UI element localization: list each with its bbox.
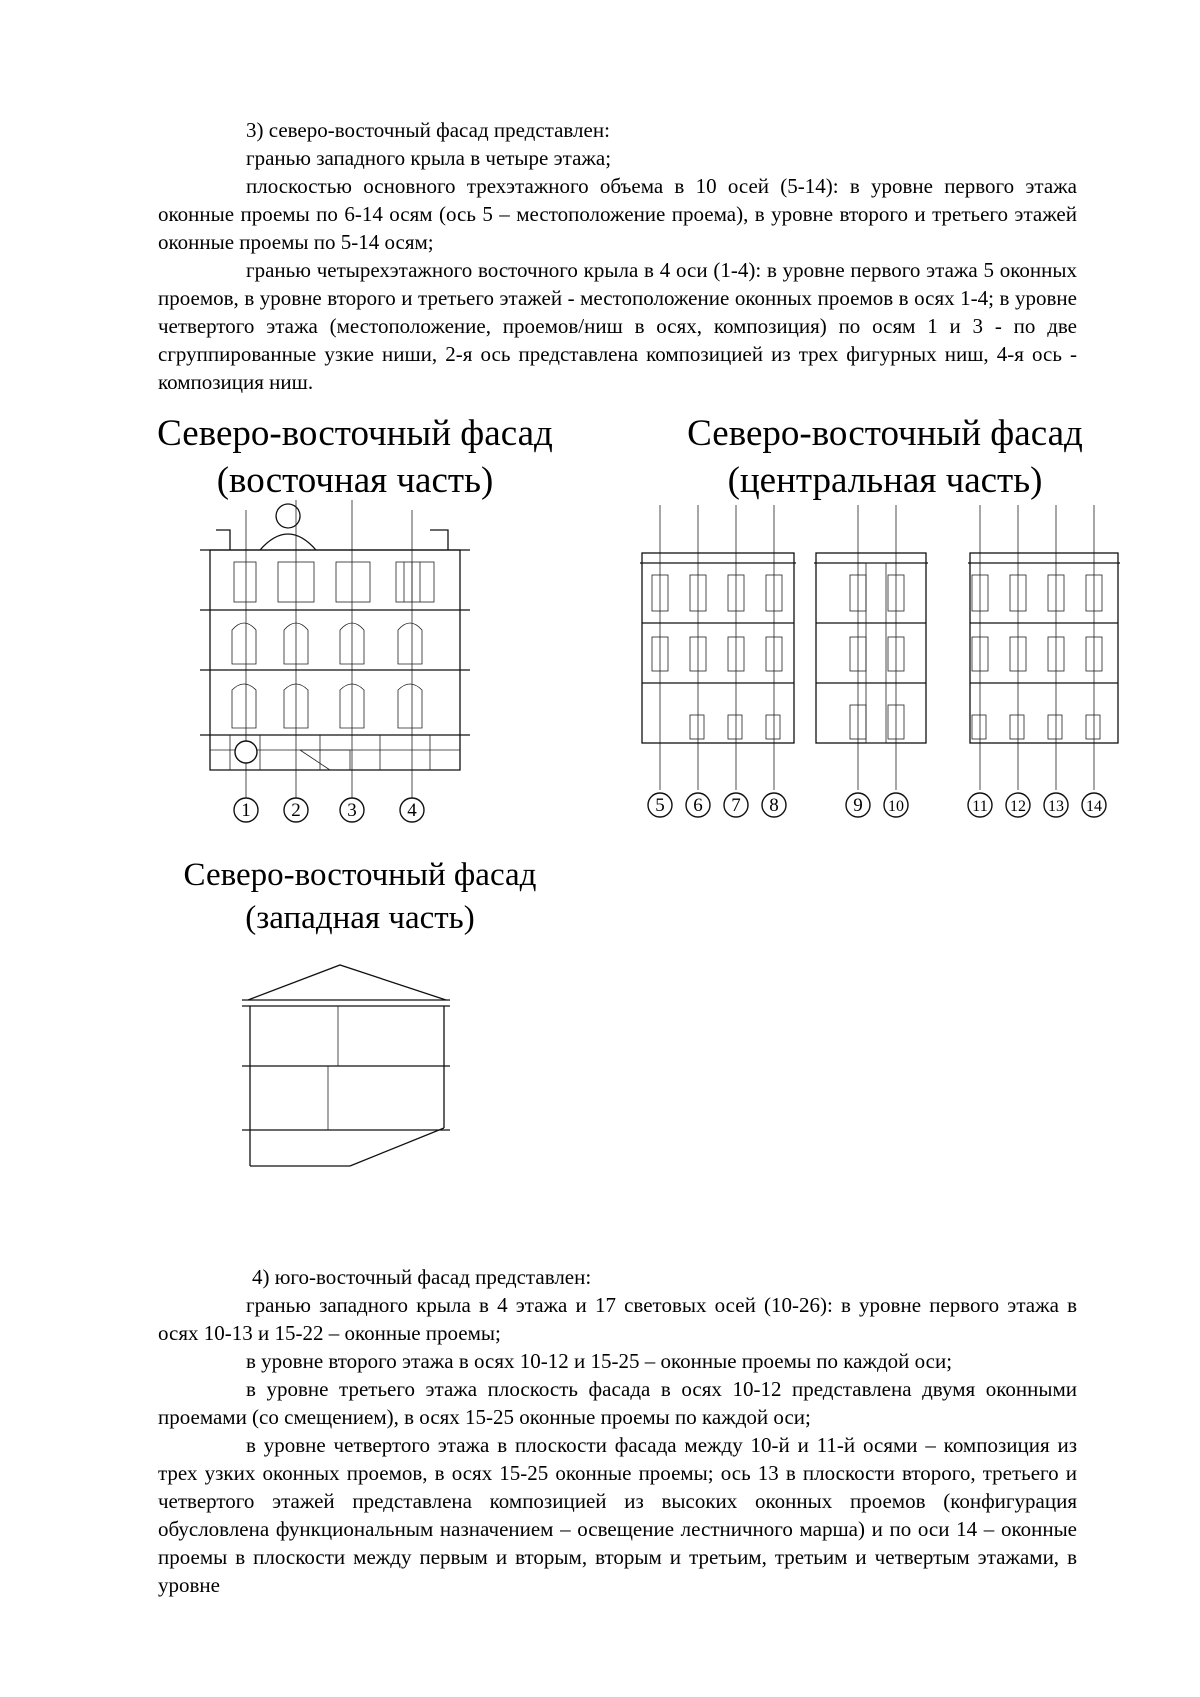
axis-label-1: 1	[241, 800, 251, 821]
section3-paragraph-1: гранью западного крыла в четыре этажа;	[246, 146, 612, 170]
axis-label-9: 9	[853, 795, 863, 816]
figure-caption-west	[165, 854, 555, 940]
axis-label-8: 8	[769, 795, 779, 816]
figure-caption-east-line1: Северо-восточный фасад	[157, 413, 553, 454]
axis-labels-east	[200, 790, 500, 830]
section3-heading: 3) северо-восточный фасад представлен:	[246, 118, 610, 142]
axis-label-11: 11	[972, 798, 988, 815]
axis-markers-east	[235, 741, 257, 763]
figure-caption-central-line1: Северо-восточный фасад	[687, 413, 1083, 454]
axis-label-2: 2	[291, 800, 301, 821]
axis-label-13: 13	[1048, 798, 1064, 815]
section4-paragraph-2: в уровне второго этажа в осях 10-12 и 15-25 – оконные проемы по каждой оси;	[246, 1349, 953, 1373]
section4-paragraph-1: гранью западного крыла в 4 этажа и 17 световых осей (10-26): в уровне первого этажа в осях 10-13 и 15-22 – оконные проемы;	[158, 1293, 1077, 1345]
axis-label-5: 5	[655, 795, 665, 816]
section3-paragraph-2: плоскостью основного трехэтажного объема в 10 осей (5-14): в уровне первого этажа оконные проемы по 6-14 осям (ось 5 – местоположение проема), в уровне второго и третьего этажей оконные проемы по 5-14 осям;	[158, 174, 1077, 254]
axis-label-7: 7	[731, 795, 741, 816]
figure-caption-east-line2: (восточная часть)	[216, 460, 494, 501]
section4-heading: 4) юго-восточный фасад представлен:	[252, 1265, 592, 1289]
axis-label-10: 10	[888, 798, 904, 815]
figure-caption-east	[130, 410, 580, 504]
section4-paragraph-3: в уровне третьего этажа плоскость фасада в осях 10-12 представлена двумя оконными проемами (со смещением), в осях 15-25 оконные проемы по каждой оси;	[158, 1377, 1077, 1429]
axis-label-4: 4	[407, 800, 417, 821]
facade-drawing-central	[640, 505, 1130, 835]
figure-caption-west-line2: (западная часть)	[245, 900, 475, 936]
section4-paragraph-4: в уровне четвертого этажа в плоскости фасада между 10-й и 11-й осями – композиция из трех узких оконных проемов, в осях 15-25 оконные проемы; ось 13 в плоскости второго, третьего и четвертого этажей представлена композицией из высоких оконных проемов (конфигурация обусловлена функциональным назначением – освещение лестничного марша) и по оси 14 – оконные проемы в плоскости между первым и вторым, вторым и третьим, третьим и четвертым этажами, в уровне	[158, 1433, 1077, 1597]
facade-drawing-west	[240, 960, 460, 1170]
axis-label-14: 14	[1086, 798, 1102, 815]
axis-label-12: 12	[1010, 798, 1026, 815]
figure-caption-central-line2: (центральная часть)	[727, 460, 1043, 501]
axis-label-6: 6	[693, 795, 703, 816]
section3-paragraph-3: гранью четырехэтажного восточного крыла в 4 оси (1-4): в уровне первого этажа 5 оконных проемов, в уровне второго и третьего этажей - местоположение оконных проемов в осях 1-4; в уровне четвертого этажа (местоположение, проемов/ниш в осях, композиция) по осям 1 и 3 - по две сгруппированные узкие ниши, 2-я ось представлена композицией из трех фигурных ниш, 4-я ось - композиция ниш.	[158, 258, 1077, 394]
facade-drawing-east	[200, 500, 500, 840]
axis-label-3: 3	[347, 800, 357, 821]
figure-caption-central	[640, 410, 1130, 504]
figure-caption-west-line1: Северо-восточный фасад	[183, 857, 537, 893]
